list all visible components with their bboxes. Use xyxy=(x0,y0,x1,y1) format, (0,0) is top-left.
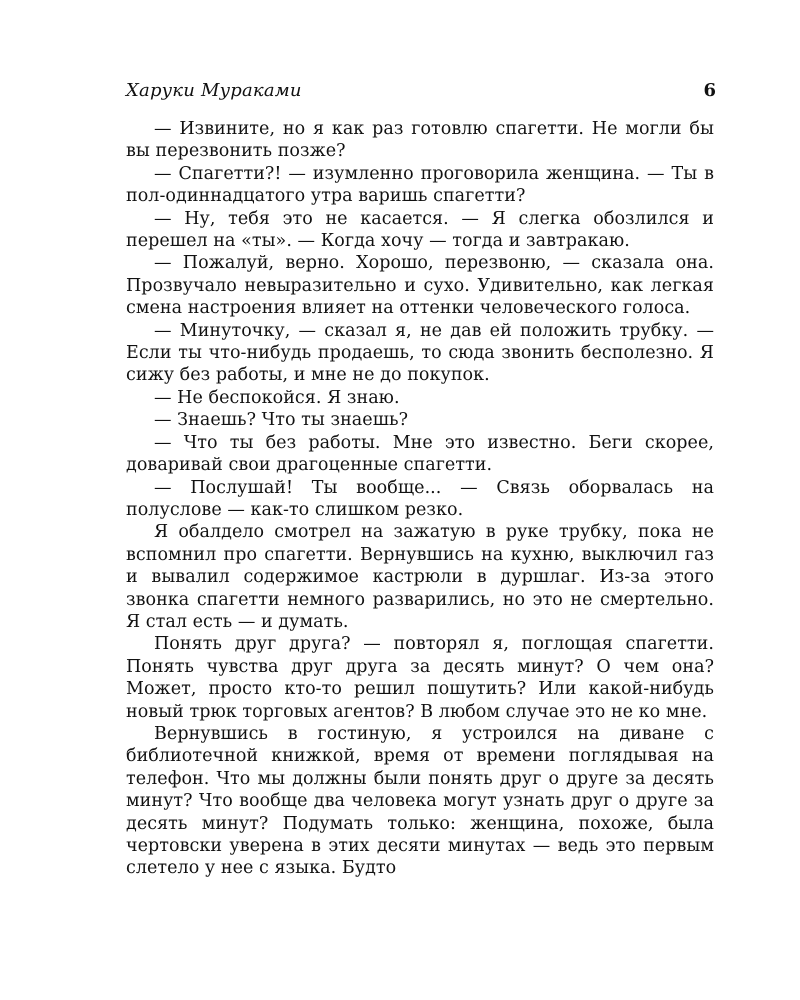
paragraph: — Ну, тебя это не касается. — Я слегка обозлился и перешел на «ты». — Когда хочу — тогда и завтракаю. xyxy=(126,208,714,252)
paragraph: — Пожалуй, верно. Хорошо, перезвоню, — сказала она. Прозвучало невыразительно и сухо. Удивительно, как легкая смена настроения влияет на оттенки человеческого голоса. xyxy=(126,253,714,319)
body-text xyxy=(126,118,714,880)
paragraph: Я обалдело смотрел на зажатую в руке трубку, пока не вспомнил про спагетти. Вернувшись на кухню, выключил газ и вывалил содержимое кастрюли в дуршлаг. Из-за этого звонка спагетти немного разварились, но это не смертельно. Я стал есть — и думать. xyxy=(126,522,714,632)
author-name: Харуки Мураками xyxy=(126,80,302,101)
page-number: 6 xyxy=(703,80,716,101)
paragraph: — Знаешь? Что ты знаешь? xyxy=(154,410,409,431)
paragraph: — Минуточку, — сказал я, не дав ей положить трубку. — Если ты что-нибудь продаешь, то сюда звонить бесполезно. Я сижу без работы, и мне не до покупок. xyxy=(126,320,714,386)
paragraph: — Извините, но я как раз готовлю спагетти. Не могли бы вы перезвонить позже? xyxy=(126,119,714,162)
running-header xyxy=(126,80,716,106)
paragraph: — Что ты без работы. Мне это известно. Беги скорее, доваривай свои драгоценные спагетти. xyxy=(126,432,714,476)
paragraph: — Послушай! Ты вообще... — Связь оборвалась на полуслове — как-то слишком резко. xyxy=(126,477,714,520)
paragraph: — Спагетти?! — изумленно проговорила женщина. — Ты в пол-одиннадцатого утра варишь спагетти? xyxy=(126,163,714,207)
paragraph: Вернувшись в гостиную, я устроился на диване с библиотечной книжкой, время от времени поглядывая на телефон. Что мы должны были понять друг о друге за десять минут? Что вообще два человека могут узнать друг о друге за десять минут? Подумать только: женщина, похоже, была чертовски уверена в этих десяти минутах — ведь это первым слетело у нее с языка. Будто xyxy=(126,723,714,879)
paragraph: Понять друг друга? — повторял я, поглощая спагетти. Понять чувства друг друга за десять минут? О чем она? Может, просто кто-то решил пошутить? Или какой-нибудь новый трюк торговых агентов? В любом случае это не ко мне. xyxy=(126,634,714,722)
paragraph: — Не беспокойся. Я знаю. xyxy=(154,387,400,408)
